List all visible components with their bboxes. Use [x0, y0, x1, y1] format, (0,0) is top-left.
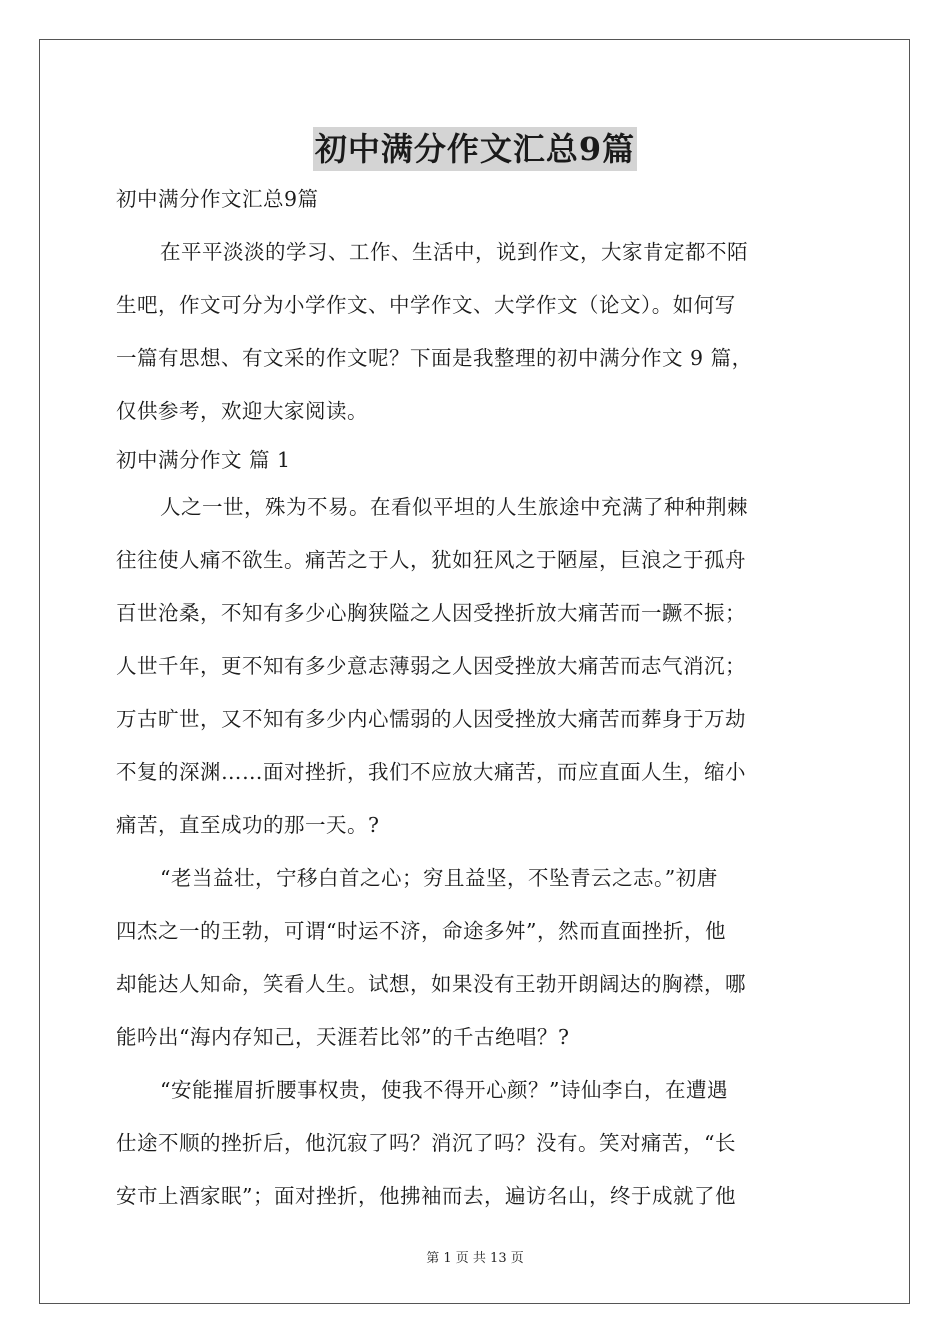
paragraph-line: 安市上酒家眠”；面对挫折，他拂袖而去，遍访名山，终于成就了他 [116, 1184, 736, 1208]
paragraph-2 [116, 852, 834, 1064]
intro-line: 仅供参考，欢迎大家阅读。 [116, 399, 368, 423]
paragraph-3 [116, 1064, 834, 1223]
title-wrap [0, 127, 950, 171]
intro-line: 一篇有思想、有文采的作文呢？下面是我整理的初中满分作文 9 篇， [116, 346, 753, 370]
paragraph-line: 人世千年，更不知有多少意志薄弱之人因受挫放大痛苦而志气消沉； [116, 654, 746, 678]
paragraph-line: 能吟出“海内存知己，天涯若比邻”的千古绝唱？? [116, 1025, 570, 1049]
paragraph-line: 却能达人知命，笑看人生。试想，如果没有王勃开朗阔达的胸襟，哪 [116, 972, 746, 996]
paragraph-line: 痛苦，直至成功的那一天。? [116, 813, 380, 837]
intro-paragraph [116, 226, 834, 438]
subtitle-line: 初中满分作文汇总9篇 [116, 187, 319, 211]
paragraph-line: 人之一世，殊为不易。在看似平坦的人生旅途中充满了种种荆棘 [160, 495, 748, 519]
paragraph-line: 往往使人痛不欲生。痛苦之于人，犹如狂风之于陋屋，巨浪之于孤舟 [116, 548, 746, 572]
paragraph-line: “安能摧眉折腰事权贵，使我不得开心颜？”诗仙李白，在遭遇 [160, 1078, 728, 1102]
paragraph-line: 四杰之一的王勃，可谓“时运不济，命途多舛”，然而直面挫折，他 [116, 919, 726, 943]
paragraph-line: “老当益壮，宁移白首之心；穷且益坚，不坠青云之志。”初唐 [160, 866, 718, 890]
document-title: 初中满分作文汇总9篇 [313, 127, 637, 171]
paragraph-line: 仕途不顺的挫折后，他沉寂了吗？消沉了吗？没有。笑对痛苦，“长 [116, 1131, 736, 1155]
paragraph-line: 百世沧桑，不知有多少心胸狭隘之人因受挫折放大痛苦而一蹶不振； [116, 601, 746, 625]
paragraph-1 [116, 481, 834, 852]
document-body [116, 180, 834, 1223]
paragraph-line: 万古旷世，又不知有多少内心懦弱的人因受挫放大痛苦而葬身于万劫 [116, 707, 746, 731]
page-footer: 第 1 页 共 13 页 [426, 1251, 524, 1266]
section-heading: 初中满分作文 篇 1 [116, 448, 291, 472]
intro-line: 生吧，作文可分为小学作文、中学作文、大学作文（论文）。如何写 [116, 293, 736, 317]
intro-line: 在平平淡淡的学习、工作、生活中，说到作文，大家肯定都不陌 [160, 240, 748, 264]
paragraph-line: 不复的深渊……面对挫折，我们不应放大痛苦，而应直面人生，缩小 [116, 760, 746, 784]
